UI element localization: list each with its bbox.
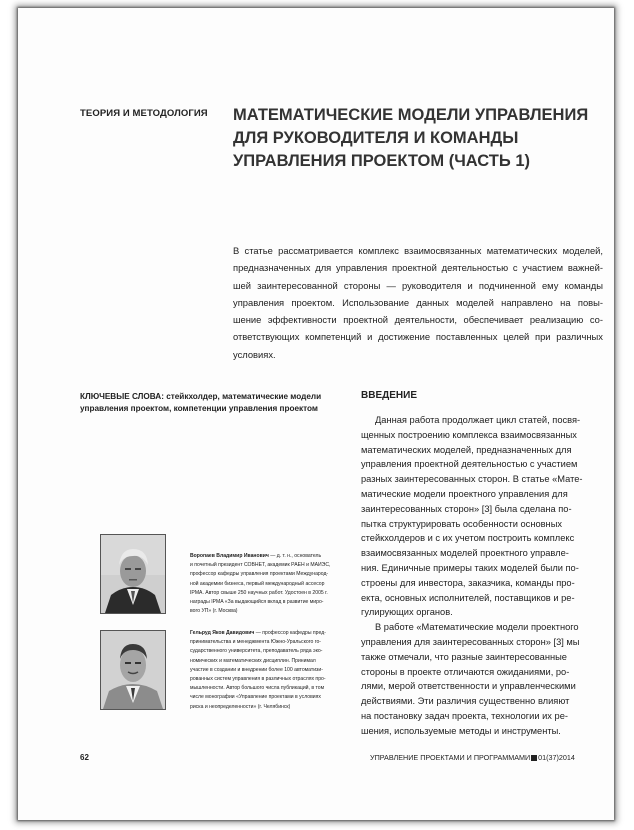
abstract: [233, 242, 603, 363]
body-line: шения, используемые методы и инструменты.: [361, 725, 561, 736]
abstract-line: шей заинтересованной стороны — руководителя и подчиненной ему команды: [233, 279, 603, 291]
body-line: Данная работа продолжает цикл статей, посвя-: [375, 415, 581, 425]
body-line: екта, основных исполнителей, поставщиков и ре-: [361, 592, 575, 603]
document-page: [18, 8, 614, 820]
author-name: Воропаев Владимир Иванович: [190, 553, 269, 559]
body-line: гулирующих органов.: [361, 607, 453, 618]
body-line: взаимосвязанных моделей проектного управле-: [361, 548, 569, 559]
bio-line: принимательства и менеджмента Южно-Уральского го-: [190, 639, 321, 646]
body-line: управления для заинтересованных сторон» [3] мы: [361, 636, 580, 647]
body-line: пытка структурировать особенности основных: [361, 518, 563, 529]
body-line: заинтересованных сторон» [3] была сделана по-: [361, 503, 572, 514]
abstract-line: В статье рассматривается комплекс взаимосвязанных математических моделей,: [233, 245, 603, 256]
title-line: УПРАВЛЕНИЯ ПРОЕКТОМ (ЧАСТЬ 1): [233, 152, 530, 170]
intro-heading: ВВЕДЕНИЕ: [361, 390, 417, 401]
article-title: [233, 104, 613, 173]
journal-footer: [370, 753, 575, 762]
bio-line: IPMA. Автор свыше 250 научных работ. Удостоен в 2005 г.: [190, 589, 328, 596]
bio-line: Воропаев Владимир Иванович — д. т. н., основатель: [190, 553, 322, 559]
body-line: щенных построению комплекса взаимосвязанных: [361, 429, 577, 440]
author-photo: [100, 630, 166, 710]
intro-text: [361, 413, 613, 739]
body-line: управления проектной деятельностью с участием: [361, 459, 578, 470]
bio-line: Гельруд Яков Давидович — профессор кафедры пред-: [190, 630, 326, 636]
keywords: [80, 391, 340, 415]
bio-line: номических и математических дисциплин. Принимал: [190, 657, 316, 664]
bio-line: ной академии бизнеса, первый международный ассесор: [190, 580, 325, 587]
keywords-line: КЛЮЧЕВЫЕ СЛОВА: стейкхолдер, математические модели: [80, 392, 322, 401]
body-line: действиями. Эти различия существенно влияют: [361, 696, 570, 707]
bio-line: сударственного университета, преподаватель ряда эко-: [190, 648, 323, 655]
body-line: на постановку задач проекта, технологии их ре-: [361, 710, 568, 721]
abstract-line: управления проектом. Использование данных моделей направлено на повы-: [233, 296, 603, 308]
section-label: ТЕОРИЯ И МЕТОДОЛОГИЯ: [80, 108, 208, 119]
body-line: стороны в проекте отличаются ожиданиями, ро-: [361, 666, 570, 677]
bio-line: рованных систем управления в различных отраслях про-: [190, 676, 326, 683]
page-number: 62: [80, 753, 89, 762]
bio-line: числе монографии «Управление проектами в условиях: [190, 694, 321, 701]
body-line: разных заинтересованных сторон. В статье «Мате-: [361, 474, 583, 485]
author-photo: [100, 534, 166, 614]
abstract-line: шение эффективности проектной деятельности, обеспечивает реализацию со-: [233, 314, 603, 326]
bio-line: профессор кафедры управления проектами Международ-: [190, 571, 329, 578]
body-line: строены для инвестора, заказчика, команды про-: [361, 577, 575, 588]
title-line: МАТЕМАТИЧЕСКИЕ МОДЕЛИ УПРАВЛЕНИЯ: [233, 106, 589, 124]
body-line: ния. Единичные примеры таких моделей были по-: [361, 562, 579, 573]
bio-line: вого УП» (г. Москва): [190, 608, 238, 615]
abstract-line: условиях.: [233, 348, 276, 360]
author-bio: [190, 552, 355, 616]
bio-line: и почетный президент СОВНЕТ, академик РАЕН и МАИЭС,: [190, 562, 331, 569]
portrait-image: [101, 535, 165, 613]
abstract-line: ответствующих компетенций и достижение поставленных целей при различных: [233, 331, 603, 343]
author-name: Гельруд Яков Давидович: [190, 630, 255, 636]
abstract-line: предназначенных для управления проектной деятельностью с участием важней-: [233, 262, 603, 274]
body-line: также отмечали, что разные заинтересованные: [361, 651, 567, 662]
body-line: лями, мерой ответственности и управленческими: [361, 681, 576, 692]
bio-line: риска и неопределенности» (г. Челябинск): [190, 703, 291, 710]
portrait-image: [101, 631, 165, 709]
body-line: математических моделей, предназначенных для: [361, 444, 572, 455]
body-line: В работе «Математические модели проектного: [375, 622, 579, 633]
bio-line: участие в создании и внедрении более 100 автоматизи-: [190, 666, 323, 673]
issue-number: 01(37)2014: [538, 753, 575, 762]
keywords-line: управления проектом, компетенции управления проектом: [80, 404, 318, 413]
journal-name: УПРАВЛЕНИЕ ПРОЕКТАМИ И ПРОГРАММАМИ: [370, 753, 531, 762]
body-line: стейкхолдеров и с их учетом построить комплекс: [361, 533, 575, 544]
bio-line: мышленности. Автор большого числа публикаций, в том: [190, 685, 325, 692]
title-line: ДЛЯ РУКОВОДИТЕЛЯ И КОМАНДЫ: [233, 129, 519, 147]
author-bio: [190, 629, 355, 712]
square-separator-icon: [531, 755, 537, 761]
bio-line: награды IPMA «За выдающийся вклад в развитие миро-: [190, 599, 324, 606]
body-line: матические модели проектного управления для: [361, 488, 568, 499]
